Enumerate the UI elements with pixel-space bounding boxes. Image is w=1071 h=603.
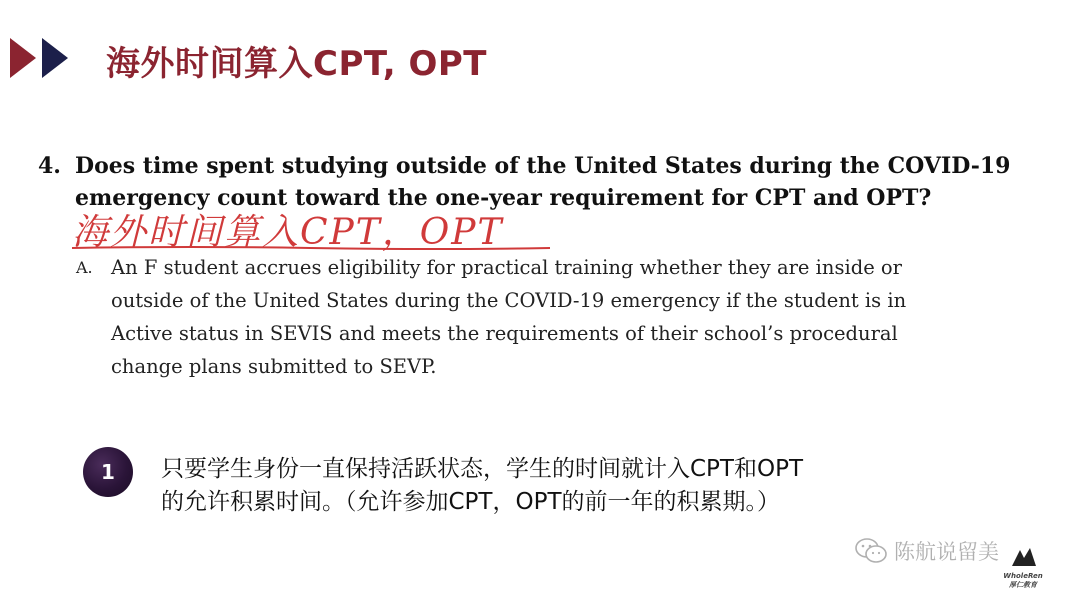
- answer-line: change plans submitted to SEVP.: [111, 355, 437, 378]
- answer-line: Active status in SEVIS and meets the requirements of their school’s procedural: [111, 322, 898, 345]
- summary-text: [161, 453, 803, 519]
- header-arrows-icon: [10, 38, 76, 78]
- watermark-text: 陈航说留美: [894, 540, 999, 564]
- answer-line: outside of the United States during the COVID-19 emergency if the student is in: [111, 289, 907, 312]
- question-number: 4.: [38, 153, 61, 179]
- summary-line: 的允许积累时间。（允许参加CPT，OPT的前一年的积累期。）: [161, 489, 781, 515]
- answer-letter: A.: [76, 258, 93, 277]
- number-badge: 1: [83, 447, 133, 497]
- logo-text: [995, 572, 1051, 590]
- slide-title: 海外时间算入CPT, OPT: [106, 44, 487, 84]
- handwritten-annotation: 海外时间算入CPT，OPT: [72, 212, 504, 253]
- question-line: emergency count toward the one-year requirement for CPT and OPT?: [75, 185, 932, 211]
- question-line: Does time spent studying outside of the United States during the COVID-19: [75, 153, 1011, 179]
- answer-line: An F student accrues eligibility for practical training whether they are inside or: [111, 256, 902, 279]
- logo-text-cn: 厚仁教育: [1009, 581, 1037, 589]
- watermark: [854, 536, 999, 566]
- wechat-icon: [854, 537, 888, 565]
- summary-line: 只要学生身份一直保持活跃状态，学生的时间就计入CPT和OPT: [161, 456, 804, 482]
- logo-text-en: WholeRen: [1003, 572, 1043, 580]
